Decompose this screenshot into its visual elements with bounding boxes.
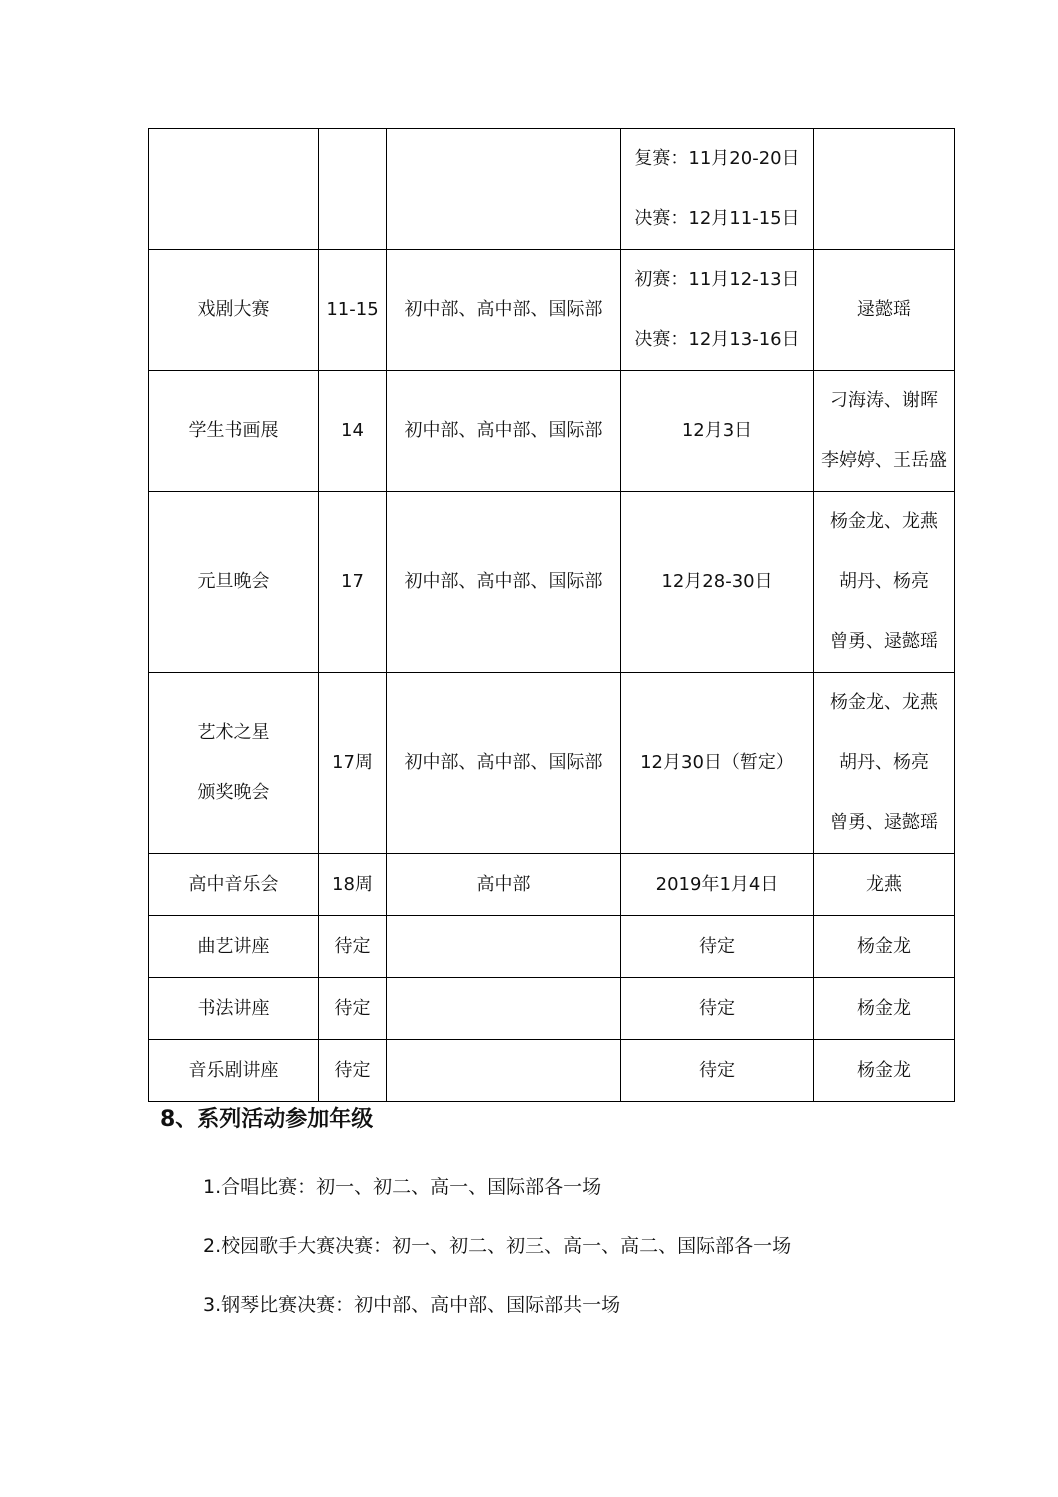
cell-line: 学生书画展 [188,420,279,441]
cell-activity [149,854,319,916]
cell-activity [149,492,319,673]
cell-person [814,1040,955,1102]
cell-line: 戏剧大赛 [197,299,270,320]
cell-person [814,492,955,673]
cell-line: 2019年1月4日 [655,873,779,895]
cell-line [387,159,620,219]
cell-person [814,129,955,250]
cell-line: 高中部 [476,873,531,895]
schedule-body [149,129,955,1102]
cell-person [814,916,955,978]
cell-department [387,250,621,371]
cell-week [319,371,387,492]
cell-department [387,978,621,1040]
cell-line: 胡丹、杨亮 [839,571,929,592]
cell-week [319,916,387,978]
cell-line: 曲艺讲座 [197,935,270,957]
cell-department [387,673,621,854]
table-row [149,250,955,371]
cell-person [814,854,955,916]
section-heading: 8、系列活动参加年级 [160,1107,374,1132]
cell-activity [149,978,319,1040]
cell-line: 李婷婷、王岳盛 [821,450,947,471]
table-row [149,854,955,916]
list-item-choir: 1.合唱比赛：初一、初二、高一、国际部各一场 [203,1176,602,1198]
table-row [149,1040,955,1102]
cell-line: 12月28-30日 [661,571,773,592]
cell-line: 11-15 [326,299,379,320]
cell-date [621,129,814,250]
cell-date [621,371,814,492]
cell-line: 曾勇、逯懿瑶 [830,812,938,833]
cell-line: 14 [341,420,364,441]
cell-line: 颁奖晚会 [197,782,270,803]
cell-department [387,129,621,250]
cell-line: 龙燕 [866,873,902,895]
cell-line: 待定 [699,1059,735,1081]
cell-line: 杨金龙 [857,935,911,957]
cell-week [319,492,387,673]
cell-line: 12月3日 [681,420,753,441]
cell-line: 逯懿瑶 [857,299,911,320]
cell-line: 决赛：12月13-16日 [634,329,800,350]
cell-line: 复赛：11月20-20日 [634,148,800,169]
cell-line: 12月30日（暂定） [640,752,794,773]
cell-line: 杨金龙 [857,997,911,1019]
cell-department [387,1040,621,1102]
cell-line: 杨金龙、龙燕 [830,692,938,713]
cell-line [814,159,954,219]
cell-line: 18周 [332,873,373,895]
cell-activity [149,673,319,854]
table-row [149,371,955,492]
cell-line: 高中音乐会 [188,873,279,895]
cell-line: 初中部、高中部、国际部 [404,571,603,592]
cell-activity [149,129,319,250]
cell-week [319,854,387,916]
cell-line [387,979,620,1039]
cell-person [814,250,955,371]
table-row [149,978,955,1040]
cell-line: 待定 [334,997,371,1019]
cell-line [149,159,318,219]
cell-week [319,673,387,854]
cell-line: 音乐剧讲座 [188,1059,279,1081]
cell-line: 曾勇、逯懿瑶 [830,631,938,652]
cell-department [387,371,621,492]
cell-activity [149,250,319,371]
cell-line: 初中部、高中部、国际部 [404,420,603,441]
list-item-singer: 2.校园歌手大赛决赛：初一、初二、初三、高一、高二、国际部各一场 [203,1235,792,1257]
cell-line [319,159,386,219]
cell-line: 杨金龙、龙燕 [830,511,938,532]
cell-line: 17 [341,571,364,592]
cell-person [814,978,955,1040]
cell-week [319,250,387,371]
cell-line: 待定 [334,1059,371,1081]
cell-line: 待定 [334,935,371,957]
cell-line: 17周 [332,752,373,773]
list-item-piano: 3.钢琴比赛决赛：初中部、高中部、国际部共一场 [203,1294,621,1316]
table-row [149,916,955,978]
cell-line: 初赛：11月12-13日 [634,269,800,290]
cell-date [621,1040,814,1102]
cell-line: 杨金龙 [857,1059,911,1081]
cell-line [387,917,620,977]
cell-line: 艺术之星 [197,722,270,743]
cell-activity [149,371,319,492]
cell-date [621,673,814,854]
cell-line: 初中部、高中部、国际部 [404,752,603,773]
cell-line: 待定 [699,997,735,1019]
cell-line: 决赛：12月11-15日 [634,208,800,229]
cell-date [621,492,814,673]
cell-line: 初中部、高中部、国际部 [404,299,603,320]
cell-department [387,492,621,673]
cell-department [387,916,621,978]
cell-line: 待定 [699,935,735,957]
cell-line: 书法讲座 [197,997,270,1019]
cell-person [814,673,955,854]
table-row [149,129,955,250]
cell-date [621,916,814,978]
cell-activity [149,1040,319,1102]
cell-person [814,371,955,492]
cell-date [621,854,814,916]
table-row [149,673,955,854]
cell-activity [149,916,319,978]
cell-line: 元旦晚会 [197,571,270,592]
cell-department [387,854,621,916]
table-row [149,492,955,673]
cell-week [319,1040,387,1102]
cell-week [319,129,387,250]
cell-line: 刁海涛、谢晖 [830,390,938,411]
activity-schedule-table [148,128,955,1102]
cell-date [621,978,814,1040]
cell-line [387,1041,620,1101]
cell-week [319,978,387,1040]
cell-date [621,250,814,371]
cell-line: 胡丹、杨亮 [839,752,929,773]
